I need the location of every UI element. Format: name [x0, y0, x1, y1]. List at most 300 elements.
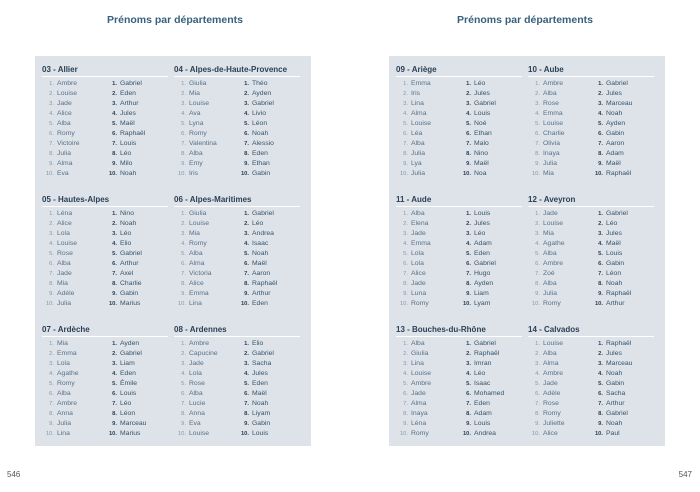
boy-name-entry [105, 109, 168, 119]
first-name: Nino [474, 150, 488, 157]
rank-number: 8. [181, 411, 186, 417]
first-name: Sacha [606, 390, 626, 397]
first-name: Ethan [474, 130, 492, 137]
boy-name-entry [105, 379, 168, 389]
first-name: Jade [543, 210, 558, 217]
rank-number: 4. [244, 111, 249, 117]
boy-name-entry [459, 259, 522, 269]
rank-number: 1. [535, 211, 540, 217]
rank-number: 4. [49, 111, 54, 117]
first-name: Louise [411, 370, 432, 377]
girl-name-entry [174, 339, 237, 349]
girl-name-entry [42, 339, 105, 349]
first-name: Jules [120, 110, 136, 117]
rank-number: 1. [598, 211, 603, 217]
girl-name-entry [528, 279, 591, 289]
rank-number: 2. [535, 221, 540, 227]
first-name: Alba [189, 390, 203, 397]
first-name: Ayden [606, 120, 626, 127]
boys-names-column [459, 209, 522, 309]
boy-name-entry [237, 239, 300, 249]
first-name: Eden [252, 150, 268, 157]
first-name: Charlie [120, 280, 142, 287]
department-title: 07 - Ardèche [42, 325, 90, 334]
first-name: Léna [411, 420, 427, 427]
rank-number: 10. [177, 431, 186, 437]
rank-number: 8. [49, 281, 54, 287]
rank-number: 2. [598, 91, 603, 97]
girl-name-entry [42, 229, 105, 239]
names-panel [389, 56, 665, 446]
rank-number: 4. [244, 241, 249, 247]
boy-name-entry [459, 379, 522, 389]
department-block [42, 64, 168, 179]
rank-number: 7. [466, 271, 471, 277]
girl-name-entry [396, 249, 459, 259]
page-number: 546 [7, 470, 21, 479]
first-name: Valentina [189, 140, 217, 147]
first-name: Capucine [189, 350, 218, 357]
first-name: Luna [411, 290, 427, 297]
boy-name-entry [459, 299, 522, 309]
boys-names-column [459, 79, 522, 179]
first-name: Maël [252, 390, 267, 397]
boy-name-entry [237, 269, 300, 279]
girl-name-entry [396, 79, 459, 89]
girls-names-column [396, 79, 459, 179]
rank-number: 5. [535, 381, 540, 387]
first-name: Lola [57, 360, 70, 367]
first-name: Noah [120, 220, 137, 227]
boy-name-entry [105, 259, 168, 269]
first-name: Louise [189, 430, 210, 437]
girl-name-entry [174, 129, 237, 139]
rank-number: 7. [535, 271, 540, 277]
boy-name-entry [237, 219, 300, 229]
department-block [396, 324, 522, 439]
girl-name-entry [528, 429, 591, 439]
boy-name-entry [459, 89, 522, 99]
boy-name-entry [591, 239, 654, 249]
first-name: Maël [606, 160, 621, 167]
boy-name-entry [237, 419, 300, 429]
boy-name-entry [591, 299, 654, 309]
first-name: Lola [57, 230, 70, 237]
rank-number: 1. [181, 81, 186, 87]
boy-name-entry [591, 409, 654, 419]
first-name: Ayden [252, 90, 272, 97]
girl-name-entry [396, 279, 459, 289]
rank-number: 5. [49, 121, 54, 127]
first-name: Gabriel [606, 410, 628, 417]
girl-name-entry [174, 139, 237, 149]
girl-name-entry [528, 169, 591, 179]
rank-number: 1. [112, 211, 117, 217]
girl-name-entry [528, 229, 591, 239]
rank-number: 2. [181, 91, 186, 97]
girl-name-entry [174, 259, 237, 269]
boy-name-entry [237, 379, 300, 389]
first-name: Gabin [120, 290, 139, 297]
girl-name-entry [528, 209, 591, 219]
rank-number: 6. [466, 131, 471, 137]
rank-number: 3. [535, 231, 540, 237]
rank-number: 3. [598, 101, 603, 107]
first-name: Léna [57, 210, 73, 217]
boy-name-entry [591, 139, 654, 149]
rank-number: 2. [244, 91, 249, 97]
rank-number: 9. [244, 161, 249, 167]
boy-name-entry [459, 419, 522, 429]
first-name: Julia [57, 150, 71, 157]
first-name: Raphaël [606, 170, 632, 177]
right-page [350, 0, 700, 492]
first-name: Lya [411, 160, 422, 167]
title-underline [396, 336, 522, 337]
rank-number: 1. [112, 341, 117, 347]
rank-number: 4. [112, 241, 117, 247]
first-name: Eden [474, 400, 490, 407]
department-block [528, 324, 654, 439]
girl-name-entry [528, 129, 591, 139]
boys-names-column [237, 79, 300, 179]
first-name: Elena [411, 220, 429, 227]
girls-names-column [42, 209, 105, 309]
rank-number: 2. [466, 351, 471, 357]
rank-number: 10. [240, 431, 249, 437]
first-name: Giulia [411, 350, 429, 357]
rank-number: 1. [244, 81, 249, 87]
first-name: Marius [120, 300, 141, 307]
first-name: Ambre [57, 400, 78, 407]
boy-name-entry [237, 369, 300, 379]
rank-number: 8. [49, 151, 54, 157]
rank-number: 8. [466, 411, 471, 417]
first-name: Zoé [543, 270, 555, 277]
boy-name-entry [591, 339, 654, 349]
boy-name-entry [591, 129, 654, 139]
first-name: Romy [189, 130, 207, 137]
department-title: 11 - Aude [396, 195, 432, 204]
first-name: Adam [474, 410, 492, 417]
page-title: Prénoms par départements [107, 14, 243, 26]
rank-number: 4. [598, 241, 603, 247]
rank-number: 7. [598, 141, 603, 147]
boy-name-entry [591, 389, 654, 399]
girl-name-entry [528, 349, 591, 359]
girl-name-entry [174, 379, 237, 389]
boy-name-entry [105, 339, 168, 349]
boy-name-entry [105, 289, 168, 299]
girl-name-entry [528, 79, 591, 89]
first-name: Mia [189, 90, 200, 97]
girl-name-entry [528, 369, 591, 379]
girl-name-entry [174, 159, 237, 169]
rank-number: 7. [535, 401, 540, 407]
rank-number: 9. [598, 421, 603, 427]
rank-number: 2. [49, 91, 54, 97]
first-name: Ethan [252, 160, 270, 167]
boy-name-entry [105, 359, 168, 369]
first-name: Noah [252, 130, 269, 137]
first-name: Léo [474, 230, 486, 237]
girls-names-column [42, 79, 105, 179]
rank-number: 2. [598, 221, 603, 227]
rank-number: 9. [112, 291, 117, 297]
rank-number: 9. [403, 161, 408, 167]
boy-name-entry [237, 109, 300, 119]
first-name: Malo [474, 140, 489, 147]
first-name: Adam [606, 150, 624, 157]
rank-number: 10. [240, 171, 249, 177]
boy-name-entry [237, 429, 300, 439]
girl-name-entry [528, 159, 591, 169]
rank-number: 2. [112, 221, 117, 227]
name-columns [174, 339, 300, 439]
boy-name-entry [237, 139, 300, 149]
first-name: Romy [543, 300, 561, 307]
page-title: Prénoms par départements [457, 14, 593, 26]
rank-number: 10. [462, 301, 471, 307]
first-name: Gabriel [606, 80, 628, 87]
rank-number: 3. [535, 101, 540, 107]
first-name: Lyna [189, 120, 204, 127]
rank-number: 7. [244, 271, 249, 277]
first-name: Eden [252, 300, 268, 307]
girl-name-entry [42, 289, 105, 299]
rank-number: 5. [535, 251, 540, 257]
first-name: Liyam [252, 410, 271, 417]
rank-number: 5. [466, 381, 471, 387]
girl-name-entry [42, 119, 105, 129]
first-name: Giulia [189, 210, 207, 217]
first-name: Alba [189, 150, 203, 157]
first-name: Eva [189, 420, 201, 427]
rank-number: 9. [598, 291, 603, 297]
boy-name-entry [459, 139, 522, 149]
department-title: 13 - Bouches-du-Rhône [396, 325, 486, 334]
rank-number: 3. [49, 231, 54, 237]
boy-name-entry [105, 399, 168, 409]
boys-names-column [105, 339, 168, 439]
girl-name-entry [528, 249, 591, 259]
rank-number: 4. [466, 111, 471, 117]
rank-number: 9. [535, 291, 540, 297]
first-name: Gabriel [120, 350, 142, 357]
rank-number: 4. [403, 241, 408, 247]
first-name: Victoria [189, 270, 212, 277]
rank-number: 5. [598, 381, 603, 387]
girls-names-column [42, 339, 105, 439]
girls-names-column [528, 209, 591, 309]
boy-name-entry [591, 99, 654, 109]
first-name: Julia [57, 300, 71, 307]
first-name: Andrea [474, 430, 496, 437]
rank-number: 9. [466, 161, 471, 167]
first-name: Gabriel [474, 340, 496, 347]
boy-name-entry [459, 399, 522, 409]
first-name: Aaron [606, 140, 625, 147]
rank-number: 7. [535, 141, 540, 147]
rank-number: 6. [181, 131, 186, 137]
title-underline [396, 76, 522, 77]
rank-number: 5. [181, 251, 186, 257]
name-columns [42, 79, 168, 179]
first-name: Alba [57, 390, 71, 397]
rank-number: 8. [598, 151, 603, 157]
rank-number: 3. [598, 361, 603, 367]
rank-number: 10. [45, 301, 54, 307]
rank-number: 1. [466, 341, 471, 347]
girl-name-entry [528, 149, 591, 159]
girl-name-entry [42, 379, 105, 389]
boys-names-column [591, 79, 654, 179]
first-name: Raphaël [120, 130, 146, 137]
girl-name-entry [396, 89, 459, 99]
girl-name-entry [42, 269, 105, 279]
boy-name-entry [237, 209, 300, 219]
first-name: Eden [474, 250, 490, 257]
girl-name-entry [42, 419, 105, 429]
first-name: Alma [543, 360, 559, 367]
title-underline [174, 206, 300, 207]
rank-number: 3. [181, 231, 186, 237]
first-name: Arthur [606, 300, 625, 307]
rank-number: 10. [531, 301, 540, 307]
girls-names-column [396, 339, 459, 439]
rank-number: 8. [598, 281, 603, 287]
girl-name-entry [42, 389, 105, 399]
rank-number: 5. [112, 251, 117, 257]
rank-number: 6. [112, 391, 117, 397]
rank-number: 9. [535, 421, 540, 427]
rank-number: 7. [112, 141, 117, 147]
girl-name-entry [528, 389, 591, 399]
rank-number: 1. [181, 341, 186, 347]
rank-number: 7. [49, 271, 54, 277]
first-name: Elio [120, 240, 132, 247]
rank-number: 5. [244, 381, 249, 387]
first-name: Noah [606, 370, 623, 377]
first-name: Léo [252, 220, 264, 227]
girl-name-entry [42, 259, 105, 269]
first-name: Marceau [606, 360, 633, 367]
first-name: Jade [189, 360, 204, 367]
rank-number: 10. [108, 171, 117, 177]
first-name: Julia [543, 290, 557, 297]
boy-name-entry [591, 159, 654, 169]
first-name: Gabriel [252, 350, 274, 357]
rank-number: 8. [244, 281, 249, 287]
rank-number: 6. [403, 131, 408, 137]
rank-number: 1. [598, 81, 603, 87]
rank-number: 3. [598, 231, 603, 237]
first-name: Louis [252, 430, 269, 437]
first-name: Arthur [120, 100, 139, 107]
boy-name-entry [105, 159, 168, 169]
girl-name-entry [42, 79, 105, 89]
girl-name-entry [396, 369, 459, 379]
first-name: Jules [474, 90, 490, 97]
rank-number: 6. [598, 131, 603, 137]
girl-name-entry [396, 169, 459, 179]
first-name: Léo [120, 150, 132, 157]
girl-name-entry [174, 79, 237, 89]
first-name: Noah [252, 250, 269, 257]
title-underline [174, 76, 300, 77]
girl-name-entry [42, 169, 105, 179]
girl-name-entry [396, 419, 459, 429]
boy-name-entry [237, 119, 300, 129]
boy-name-entry [237, 359, 300, 369]
rank-number: 6. [598, 261, 603, 267]
girls-names-column [528, 339, 591, 439]
boy-name-entry [105, 299, 168, 309]
rank-number: 5. [49, 251, 54, 257]
first-name: Louis [120, 390, 137, 397]
first-name: Noah [606, 280, 623, 287]
first-name: Alma [57, 160, 73, 167]
boy-name-entry [459, 99, 522, 109]
rank-number: 6. [466, 261, 471, 267]
first-name: Noah [606, 110, 623, 117]
rank-number: 3. [466, 361, 471, 367]
first-name: Mia [543, 230, 554, 237]
rank-number: 10. [177, 171, 186, 177]
boy-name-entry [105, 129, 168, 139]
rank-number: 1. [466, 81, 471, 87]
boy-name-entry [459, 389, 522, 399]
first-name: Eva [57, 170, 69, 177]
boy-name-entry [459, 429, 522, 439]
first-name: Lola [189, 370, 202, 377]
department-block [528, 194, 654, 309]
rank-number: 4. [49, 241, 54, 247]
boys-names-column [237, 209, 300, 309]
first-name: Maël [252, 260, 267, 267]
rank-number: 9. [466, 291, 471, 297]
boy-name-entry [237, 169, 300, 179]
department-title: 03 - Allier [42, 65, 78, 74]
rank-number: 10. [45, 171, 54, 177]
name-columns [528, 209, 654, 309]
rank-number: 9. [181, 291, 186, 297]
first-name: Marceau [606, 100, 633, 107]
boy-name-entry [591, 429, 654, 439]
girl-name-entry [174, 269, 237, 279]
boy-name-entry [237, 89, 300, 99]
girl-name-entry [42, 129, 105, 139]
boy-name-entry [459, 229, 522, 239]
first-name: Ambre [543, 370, 564, 377]
department-block [174, 194, 300, 309]
rank-number: 5. [403, 121, 408, 127]
first-name: Isaac [252, 240, 269, 247]
rank-number: 2. [466, 221, 471, 227]
boy-name-entry [591, 79, 654, 89]
first-name: Julia [411, 170, 425, 177]
boy-name-entry [459, 149, 522, 159]
first-name: Nino [120, 210, 134, 217]
first-name: Alba [543, 250, 557, 257]
girl-name-entry [396, 289, 459, 299]
boy-name-entry [105, 229, 168, 239]
department-title: 08 - Ardennes [174, 325, 227, 334]
boys-names-column [237, 339, 300, 439]
girl-name-entry [42, 409, 105, 419]
rank-number: 4. [598, 371, 603, 377]
girl-name-entry [396, 259, 459, 269]
